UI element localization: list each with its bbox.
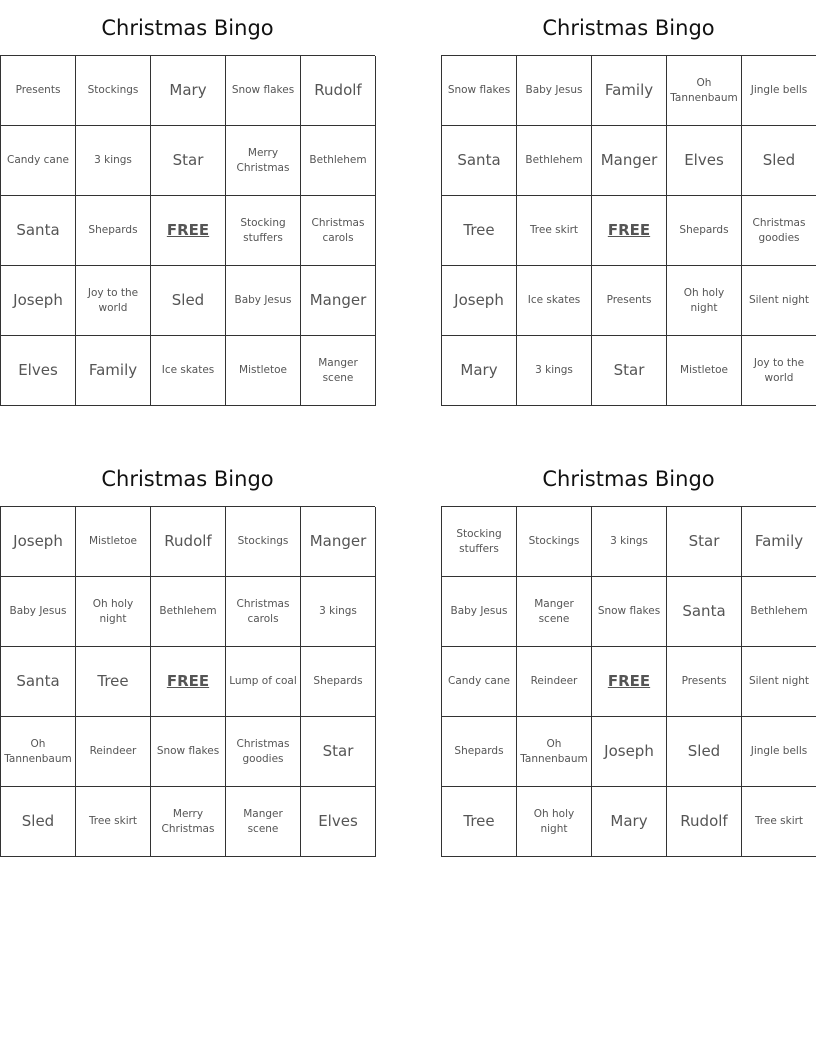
bingo-cell[interactable]: 3 kings (76, 126, 151, 196)
bingo-cell[interactable]: Joy to the world (742, 336, 816, 406)
bingo-cell[interactable]: Reindeer (76, 717, 151, 787)
bingo-cell[interactable]: Santa (1, 647, 76, 717)
bingo-cell[interactable]: Mary (442, 336, 517, 406)
bingo-cell[interactable]: Stocking stuffers (226, 196, 301, 266)
bingo-cell[interactable]: Sled (742, 126, 816, 196)
bingo-grid (0, 55, 375, 406)
bingo-grid (0, 506, 375, 857)
bingo-cell[interactable]: Silent night (742, 266, 816, 336)
bingo-cell[interactable]: Joseph (1, 507, 76, 577)
bingo-cell[interactable]: Bethlehem (742, 577, 816, 647)
bingo-cell[interactable]: Oh Tannenbaum (517, 717, 592, 787)
bingo-cell[interactable]: Tree skirt (517, 196, 592, 266)
card-title: Christmas Bingo (542, 467, 715, 491)
bingo-cell[interactable]: Oh Tannenbaum (1, 717, 76, 787)
bingo-cell[interactable]: Shepards (667, 196, 742, 266)
bingo-cell[interactable]: Christmas goodies (226, 717, 301, 787)
bingo-cell[interactable]: Merry Christmas (226, 126, 301, 196)
bingo-cell[interactable]: Sled (1, 787, 76, 857)
bingo-cell[interactable]: Joy to the world (76, 266, 151, 336)
bingo-cell[interactable]: Manger (301, 266, 376, 336)
bingo-cell[interactable]: Elves (667, 126, 742, 196)
bingo-cell[interactable]: Christmas goodies (742, 196, 816, 266)
bingo-cell[interactable]: Baby Jesus (517, 56, 592, 126)
bingo-cell[interactable]: Oh Tannenbaum (667, 56, 742, 126)
bingo-cell[interactable]: Manger scene (517, 577, 592, 647)
bingo-cell[interactable]: Star (667, 507, 742, 577)
bingo-cell[interactable]: Shepards (76, 196, 151, 266)
bingo-cell[interactable]: Tree (76, 647, 151, 717)
card-title: Christmas Bingo (101, 467, 274, 491)
bingo-cell[interactable]: Stockings (517, 507, 592, 577)
bingo-cell[interactable]: Shepards (301, 647, 376, 717)
bingo-cell[interactable]: Oh holy night (667, 266, 742, 336)
bingo-cell[interactable]: Manger (592, 126, 667, 196)
bingo-cell[interactable]: Christmas carols (301, 196, 376, 266)
bingo-cell[interactable]: Stockings (226, 507, 301, 577)
bingo-cell[interactable]: Star (151, 126, 226, 196)
card-title: Christmas Bingo (101, 16, 274, 40)
bingo-cell[interactable]: Oh holy night (76, 577, 151, 647)
bingo-cell[interactable]: Joseph (1, 266, 76, 336)
bingo-card-2 (441, 0, 816, 406)
bingo-cell[interactable]: 3 kings (301, 577, 376, 647)
bingo-cell[interactable]: Presents (1, 56, 76, 126)
bingo-cell[interactable]: Stockings (76, 56, 151, 126)
bingo-cell[interactable]: Santa (1, 196, 76, 266)
bingo-cell[interactable]: Rudolf (151, 507, 226, 577)
bingo-cell[interactable]: Christmas carols (226, 577, 301, 647)
bingo-cell[interactable]: Rudolf (667, 787, 742, 857)
bingo-cell[interactable]: Candy cane (1, 126, 76, 196)
bingo-cell[interactable]: Family (742, 507, 816, 577)
bingo-cell[interactable]: Santa (667, 577, 742, 647)
bingo-cell[interactable]: Shepards (442, 717, 517, 787)
bingo-cell[interactable]: Rudolf (301, 56, 376, 126)
bingo-cell[interactable]: Baby Jesus (226, 266, 301, 336)
bingo-card-1 (0, 0, 375, 406)
bingo-cell[interactable]: Merry Christmas (151, 787, 226, 857)
bingo-cell[interactable]: Elves (1, 336, 76, 406)
bingo-cell[interactable]: Mistletoe (226, 336, 301, 406)
bingo-cell[interactable]: Bethlehem (151, 577, 226, 647)
bingo-cell[interactable]: Candy cane (442, 647, 517, 717)
bingo-cell[interactable]: Ice skates (151, 336, 226, 406)
free-cell[interactable]: FREE (592, 647, 667, 717)
bingo-cell[interactable]: Lump of coal (226, 647, 301, 717)
bingo-cell[interactable]: Bethlehem (517, 126, 592, 196)
bingo-cell[interactable]: Tree (442, 787, 517, 857)
bingo-cell[interactable]: Snow flakes (226, 56, 301, 126)
bingo-cell[interactable]: Snow flakes (442, 56, 517, 126)
bingo-cell[interactable]: Mistletoe (76, 507, 151, 577)
bingo-card-3 (0, 451, 375, 857)
bingo-cell[interactable]: Jingle bells (742, 56, 816, 126)
bingo-grid (441, 55, 816, 406)
bingo-cell[interactable]: Family (76, 336, 151, 406)
bingo-cell[interactable]: Tree skirt (76, 787, 151, 857)
bingo-cell[interactable]: Sled (667, 717, 742, 787)
bingo-cell[interactable]: Mary (592, 787, 667, 857)
free-cell[interactable]: FREE (151, 647, 226, 717)
bingo-cell[interactable]: Silent night (742, 647, 816, 717)
bingo-cell[interactable]: Sled (151, 266, 226, 336)
bingo-cell[interactable]: Presents (592, 266, 667, 336)
bingo-cell[interactable]: Santa (442, 126, 517, 196)
bingo-cell[interactable]: Reindeer (517, 647, 592, 717)
bingo-cell[interactable]: Joseph (442, 266, 517, 336)
bingo-cell[interactable]: Baby Jesus (442, 577, 517, 647)
bingo-cell[interactable]: Joseph (592, 717, 667, 787)
bingo-cell[interactable]: Jingle bells (742, 717, 816, 787)
bingo-cell[interactable]: Snow flakes (151, 717, 226, 787)
bingo-grid (441, 506, 816, 857)
bingo-cell[interactable]: Manger (301, 507, 376, 577)
bingo-cell[interactable]: Elves (301, 787, 376, 857)
bingo-cell[interactable]: Baby Jesus (1, 577, 76, 647)
bingo-cell[interactable]: Manger scene (226, 787, 301, 857)
bingo-cell[interactable]: Manger scene (301, 336, 376, 406)
free-cell[interactable]: FREE (592, 196, 667, 266)
bingo-cell[interactable]: Mary (151, 56, 226, 126)
bingo-cell[interactable]: Stocking stuffers (442, 507, 517, 577)
bingo-cell[interactable]: Star (592, 336, 667, 406)
bingo-cell[interactable]: Bethlehem (301, 126, 376, 196)
free-cell[interactable]: FREE (151, 196, 226, 266)
card-title: Christmas Bingo (542, 16, 715, 40)
bingo-cell[interactable]: Tree (442, 196, 517, 266)
bingo-cell[interactable]: Tree skirt (742, 787, 816, 857)
bingo-cell[interactable]: Ice skates (517, 266, 592, 336)
bingo-cell[interactable]: Mistletoe (667, 336, 742, 406)
bingo-cell[interactable]: Oh holy night (517, 787, 592, 857)
bingo-cell[interactable]: Star (301, 717, 376, 787)
bingo-cell[interactable]: Presents (667, 647, 742, 717)
bingo-cell[interactable]: Family (592, 56, 667, 126)
bingo-cell[interactable]: Snow flakes (592, 577, 667, 647)
bingo-cell[interactable]: 3 kings (592, 507, 667, 577)
bingo-card-4 (441, 451, 816, 857)
bingo-cell[interactable]: 3 kings (517, 336, 592, 406)
